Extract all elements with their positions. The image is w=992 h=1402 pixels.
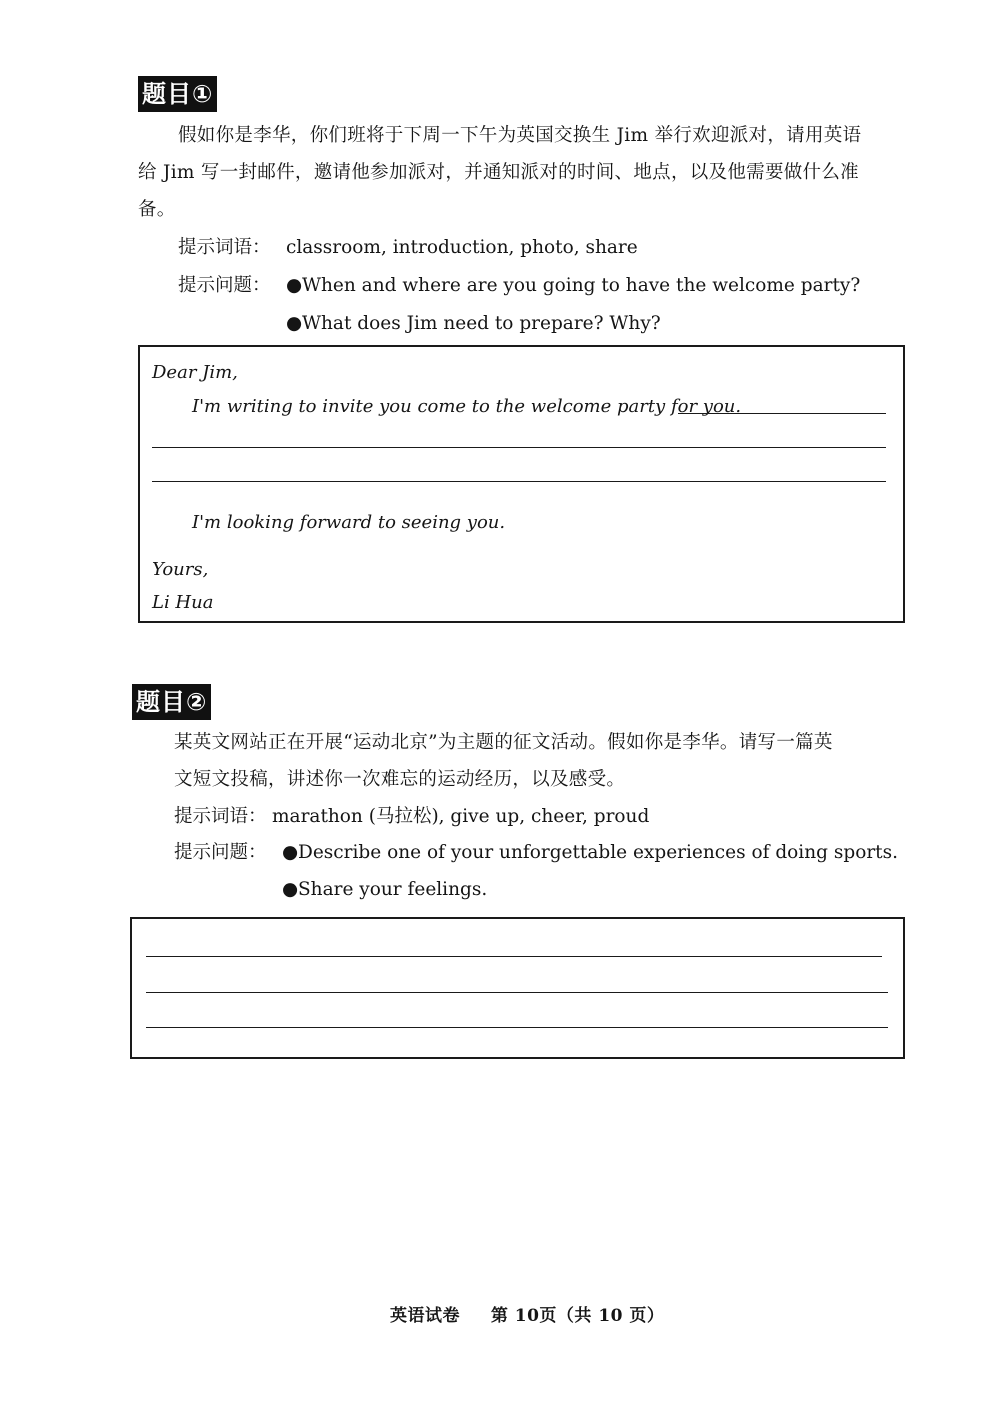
letter-closing: I'm looking forward to seeing you. xyxy=(192,512,506,533)
page-footer xyxy=(390,1301,664,1326)
answer-line[interactable] xyxy=(146,956,882,957)
hint-questions-label: 提示问题： xyxy=(174,842,267,863)
hint-words-text: marathon (马拉松), give up, cheer, proud xyxy=(272,806,650,827)
question-1-prompt-line-3: 备。 xyxy=(138,199,176,220)
question-2-hint-question-1 xyxy=(174,839,898,867)
answer-line[interactable] xyxy=(146,1027,888,1028)
hint-question-text: Describe one of your unforgettable experiences of doing sports. xyxy=(298,842,898,863)
letter-signoff: Yours, xyxy=(152,559,209,580)
answer-line[interactable] xyxy=(152,447,886,448)
question-1-hint-question-2 xyxy=(286,310,661,338)
letter-signature: Li Hua xyxy=(152,592,214,613)
footer-page-number: 第 10页（共 10 页） xyxy=(490,1306,665,1326)
question-2-tag: 题目② xyxy=(132,684,211,720)
hint-question-text: Share your feelings. xyxy=(298,879,488,900)
hint-words-label: 提示词语： xyxy=(174,806,267,827)
footer-subject: 英语试卷 xyxy=(390,1306,460,1326)
question-1-prompt-line-1: 假如你是李华，你们班将于下周一下午为英国交换生 Jim 举行欢迎派对，请用英语 xyxy=(178,125,862,146)
question-2-hint-words xyxy=(174,803,649,831)
hint-question-text: What does Jim need to prepare? Why? xyxy=(302,313,661,334)
hint-question-text: When and where are you going to have the welcome party? xyxy=(302,275,861,296)
question-2-prompt-line-1: 某英文网站正在开展“运动北京”为主题的征文活动。假如你是李华。请写一篇英 xyxy=(174,732,833,753)
hint-words-label: 提示词语： xyxy=(178,237,271,258)
question-1-hint-question-1 xyxy=(178,272,860,300)
bullet-icon: ● xyxy=(286,313,303,334)
question-1-prompt-line-2: 给 Jim 写一封邮件，邀请他参加派对，并通知派对的时间、地点，以及他需要做什么准 xyxy=(138,162,859,183)
bullet-icon: ● xyxy=(282,879,299,900)
question-1-hint-words xyxy=(178,234,638,262)
hint-words-text: classroom, introduction, photo, share xyxy=(286,237,638,258)
question-2-hint-question-2 xyxy=(282,876,487,904)
letter-greeting: Dear Jim, xyxy=(152,362,238,383)
answer-line[interactable] xyxy=(678,413,886,414)
answer-line[interactable] xyxy=(146,992,888,993)
answer-line[interactable] xyxy=(152,481,886,482)
question-1-answer-box xyxy=(138,345,905,623)
question-2-prompt-line-2: 文短文投稿，讲述你一次难忘的运动经历，以及感受。 xyxy=(174,769,626,790)
hint-questions-label: 提示问题： xyxy=(178,275,271,296)
bullet-icon: ● xyxy=(286,275,303,296)
question-1-tag: 题目① xyxy=(138,76,217,112)
bullet-icon: ● xyxy=(282,842,299,863)
question-2-answer-box xyxy=(130,917,905,1059)
letter-opening: I'm writing to invite you come to the welcome party for you. xyxy=(192,396,742,417)
